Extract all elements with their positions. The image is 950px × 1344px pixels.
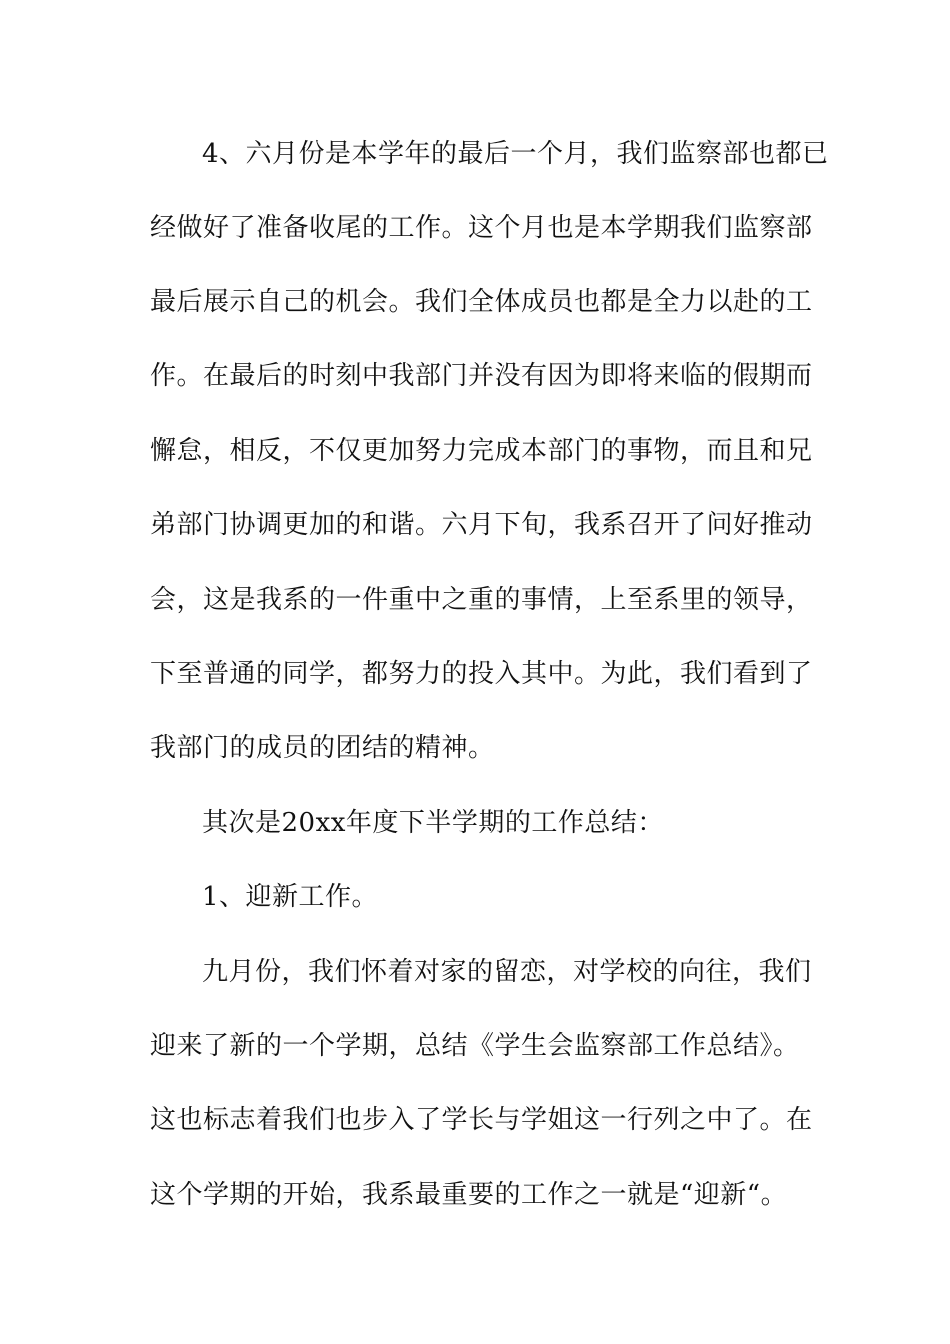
paragraph-line: 懈怠，相反，不仅更加努力完成本部门的事物，而且和兄	[150, 436, 813, 466]
paragraph-line: 这也标志着我们也步入了学长与学姐这一行列之中了。在	[150, 1105, 813, 1135]
paragraph-line: 作。在最后的时刻中我部门并没有因为即将来临的假期而	[150, 361, 813, 391]
paragraph-line: 我部门的成员的团结的精神。	[150, 733, 495, 763]
paragraph-line: 这个学期的开始，我系最重要的工作之一就是“迎新“。	[150, 1180, 788, 1210]
paragraph-line: 4、六月份是本学年的最后一个月，我们监察部也都已	[202, 139, 829, 169]
subsection-heading: 1、迎新工作。	[202, 882, 379, 912]
paragraph-line: 弟部门协调更加的和谐。六月下旬，我系召开了问好推动	[150, 510, 813, 540]
paragraph-line: 迎来了新的一个学期，总结《学生会监察部工作总结》。	[150, 1031, 800, 1061]
paragraph-line: 经做好了准备收尾的工作。这个月也是本学期我们监察部	[150, 213, 813, 243]
paragraph-line: 九月份，我们怀着对家的留恋，对学校的向往，我们	[202, 957, 812, 987]
section-heading: 其次是20xx年度下半学期的工作总结：	[202, 808, 664, 838]
paragraph-line: 最后展示自己的机会。我们全体成员也都是全力以赴的工	[150, 287, 813, 317]
paragraph-line: 会，这是我系的一件重中之重的事情，上至系里的领导，	[150, 585, 813, 615]
paragraph-line: 下至普通的同学，都努力的投入其中。为此，我们看到了	[150, 659, 813, 689]
